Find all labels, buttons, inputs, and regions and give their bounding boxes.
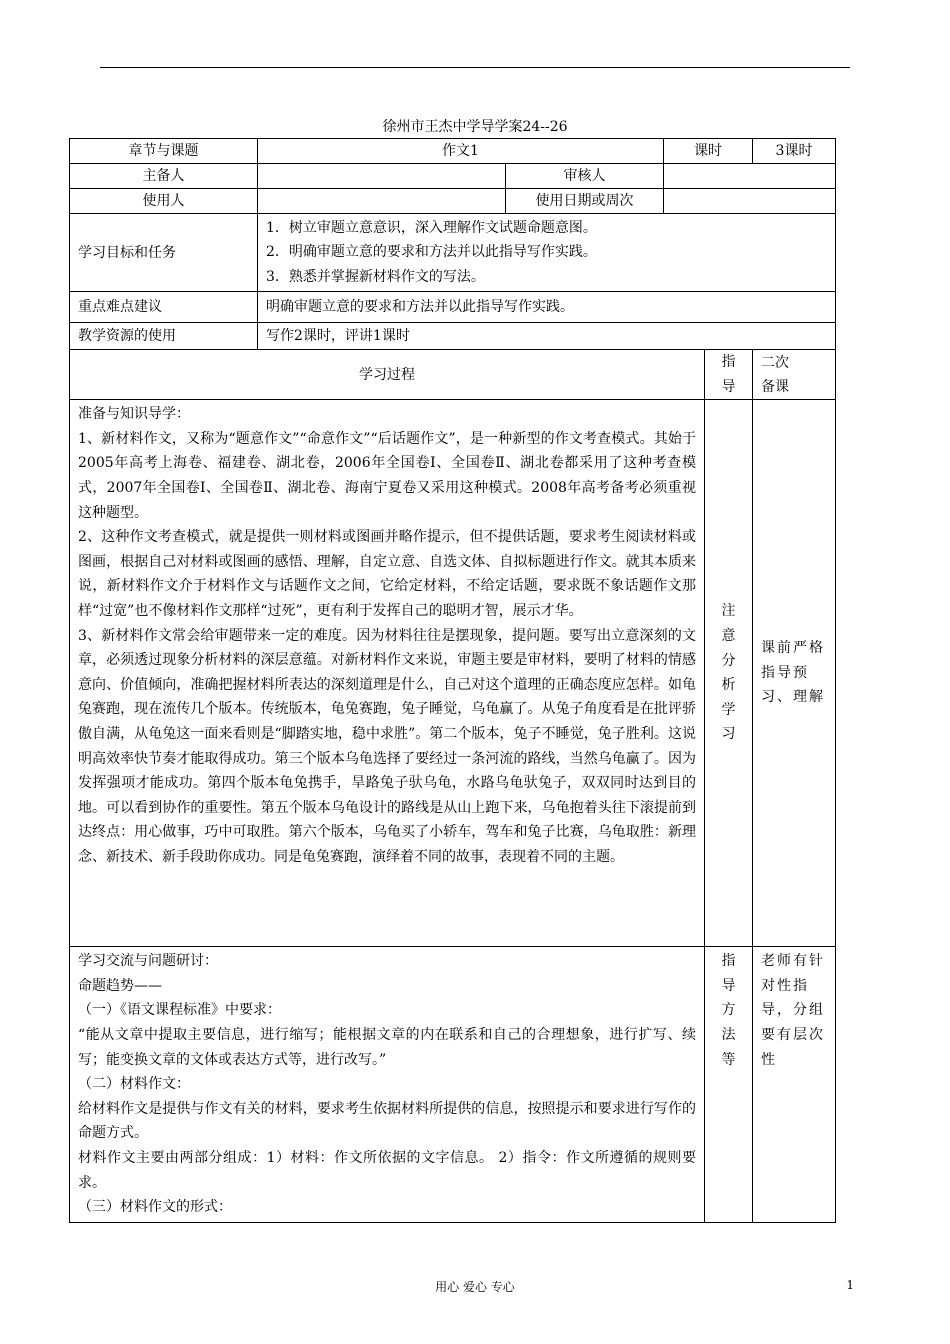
paragraph: 给材料作文是提供与作文有关的材料，要求考生依据材料所提供的信息，按照提示和要求进行写作的命题方式。: [78, 1100, 696, 1142]
row-focus: [70, 292, 836, 323]
paragraph: 命题趋势——: [78, 977, 162, 994]
paragraph: 准备与知识导学：: [78, 406, 190, 423]
reviewer-value: [664, 164, 836, 189]
row-chapter: [70, 139, 836, 164]
paragraph: 学习交流与问题研讨：: [78, 953, 218, 970]
focus-value: 明确审题立意的要求和方法并以此指导写作实践。: [258, 292, 836, 323]
paragraph: 3、新材料作文常会给审题带来一定的难度。因为材料往往是摆现象，提问题。要写出立意深刻的文章，必须透过现象分析材料的深层意蕴。对新材料作文来说，审题主要是审材料，要明了材料的情感意向、价值倾向，准确把握材料所表达的深刻道理是什么，自己对这个道理的正确态度应怎样。如龟兔赛跑，现在流传几个版本。传统版本，龟兔赛跑，兔子睡觉，乌龟赢了。从兔子角度看是在批评骄傲自满，从龟兔这一面来看则是“脚踏实地，稳中求胜”。第二个版本，兔子不睡觉，兔子胜利。这说明高效率快节奏才能取得成功。第三个版本乌龟选择了要经过一条河流的路线，当然乌龟赢了。因为发挥强项才能成功。第四个版本龟兔携手，旱路兔子驮乌龟，水路乌龟驮兔子，双双同时达到目的地。可以看到协作的重要性。第五个版本乌龟设计的路线是从山上跑下来，乌龟抱着头往下滚提前到达终点：用心做事，巧中可取胜。第六个版本，乌龟买了小轿车，驾车和兔子比赛，乌龟取胜：新理念、新技术、新手段助你成功。同是龟兔赛跑，演绎着不同的故事，表现着不同的主题。: [78, 627, 696, 865]
paragraph: “能从文章中提取主要信息，进行缩写；能根据文章的内在联系和自己的合理想象，进行扩写、续写；能变换文章的文体或表达方式等，进行改写。”: [78, 1026, 696, 1068]
paragraph: （一）《语文课程标准》中要求：: [78, 1002, 281, 1019]
user-value: [258, 189, 506, 214]
row-resources: [70, 323, 836, 350]
goals-label: 学习目标和任务: [70, 214, 258, 292]
date-label: 使用日期或周次: [506, 189, 664, 214]
focus-label: 重点难点建议: [70, 292, 258, 323]
paragraph: 2、这种作文考查模式，就是提供一则材料或图画并略作提示，但不提供话题，要求考生阅读材料或图画，根据自己对材料或图画的感悟、理解，自定立意、自选文体、自拟标题进行作文。就其本质来说，新材料作文介于材料作文与话题作文之间，它给定材料，不给定话题，要求既不象话题作文那样“过宽”也不像材料作文那样“过死”，更有利于发挥自己的聪明才智，展示才华。: [78, 529, 696, 619]
row-goals: [70, 214, 836, 292]
guide-header: 指 导: [705, 350, 753, 400]
page-number: 1: [846, 1278, 854, 1292]
goal-item: 3．熟悉并掌握新材料作文的写法。: [266, 268, 485, 285]
chapter-value: 作文1: [258, 139, 664, 164]
resources-label: 教学资源的使用: [70, 323, 258, 350]
row-section-discussion: [70, 947, 836, 1223]
row-section-prep: [70, 400, 836, 947]
paragraph: （三）材料作文的形式：: [78, 1199, 232, 1216]
goal-item: 1．树立审题立意意识，深入理解作文试题命题意图。: [266, 219, 597, 236]
user-label: 使用人: [70, 189, 258, 214]
hours-label: 课时: [664, 139, 753, 164]
goals-list: [258, 214, 836, 292]
second-prep-header: 二次 备课: [753, 350, 836, 400]
goal-item: 2．明确审题立意的要求和方法并以此指导写作实践。: [266, 244, 597, 261]
paragraph: 1、新材料作文，又称为“题意作文”“命意作文”“后话题作文”，是一种新型的作文考查模式。其始于2005年高考上海卷、福建卷、湖北卷，2006年全国卷Ⅰ、全国卷Ⅱ、湖北卷都采用了这种考查模式，2007年全国卷Ⅰ、全国卷Ⅱ、湖北卷、海南宁夏卷又采用这种模式。2008年高考备考必须重视这种题型。: [78, 430, 696, 521]
paragraph: 材料作文主要由两部分组成：1）材料：作文所依据的文字信息。 2）指令：作文所遵循的规则要求。: [78, 1149, 696, 1191]
row-process-header: [70, 350, 836, 400]
reviewer-label: 审核人: [506, 164, 664, 189]
discussion-content: [70, 947, 705, 1223]
process-header: 学习过程: [70, 350, 705, 400]
paragraph: （二）材料作文：: [78, 1076, 190, 1093]
preparer-label: 主备人: [70, 164, 258, 189]
header-rule: [100, 67, 850, 68]
row-preparer: [70, 164, 836, 189]
prep-remark: 课前严格指导预习、理解: [753, 400, 836, 947]
prep-content: [70, 400, 705, 947]
lesson-plan-table: [69, 138, 836, 1223]
prep-guide: 注 意 分 析 学 习: [705, 400, 753, 947]
date-value: [664, 189, 836, 214]
preparer-value: [258, 164, 506, 189]
chapter-label: 章节与课题: [70, 139, 258, 164]
footer-motto: 用心 爱心 专心: [435, 1280, 515, 1294]
hours-value: 3课时: [753, 139, 836, 164]
document-title: 徐州市王杰中学导学案24--26: [382, 119, 568, 135]
resources-value: 写作2课时，评讲1课时: [258, 323, 836, 350]
row-user: [70, 189, 836, 214]
discussion-remark: 老师有针对性指导，分组要有层次性: [753, 947, 836, 1223]
discussion-guide: 指 导 方 法 等: [705, 947, 753, 1223]
